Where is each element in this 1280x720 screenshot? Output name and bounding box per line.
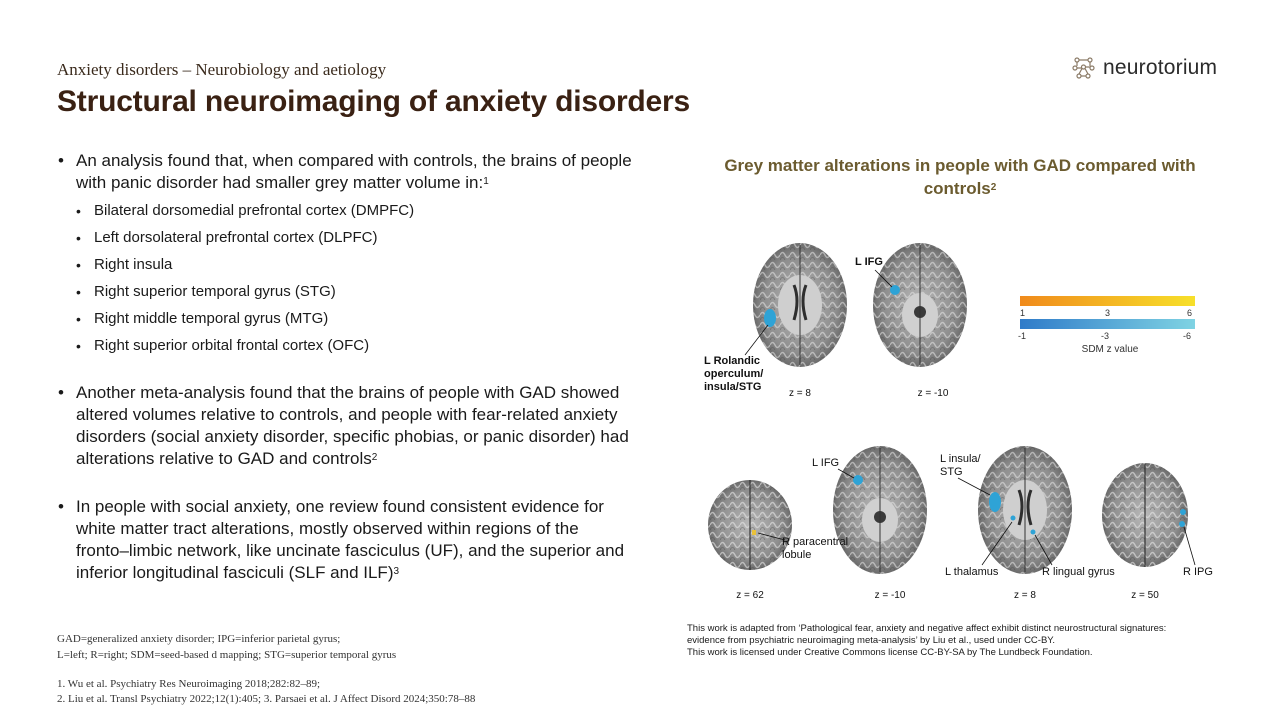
region-label: lobule bbox=[782, 549, 812, 561]
colorbar-tick: 3 bbox=[1105, 308, 1111, 318]
slice-label: z = -10 bbox=[874, 590, 906, 601]
region-label: STG bbox=[940, 466, 963, 478]
region-label: R paracentral bbox=[782, 536, 849, 548]
brain-slice-bottom-z50 bbox=[1102, 463, 1188, 567]
abbreviations bbox=[57, 631, 657, 663]
region-label: R IPG bbox=[1183, 566, 1213, 578]
bullet-text: Another meta-analysis found that the brains of people with GAD showed altered volumes relative to controls, and people with fear-related anxiety disorders (social anxiety disorder, specific phobias, or panic disorder) had alterations relative to GAD and controls bbox=[76, 383, 629, 468]
reference-line: 2. Liu et al. Transl Psychiatry 2022;12(1):405; 3. Parsaei et al. J Affect Disord 2024;350:78–88 bbox=[57, 693, 476, 705]
sub-bullet-item: • Right middle temporal gyrus (MTG) bbox=[57, 309, 632, 329]
colorbar-tick: 6 bbox=[1187, 308, 1193, 318]
sub-bullet-list bbox=[57, 201, 632, 356]
region-label: insula/STG bbox=[704, 381, 762, 393]
colorbar-tick: -6 bbox=[1183, 331, 1192, 341]
colorbar-tick: -1 bbox=[1018, 331, 1027, 341]
region-label: L IFG bbox=[812, 457, 840, 469]
bullet-list bbox=[57, 150, 632, 584]
bullet-text: In people with social anxiety, one review found consistent evidence for white matter tract alterations, mostly observed within regions of the fronto–limbic network, like uncinate fasciculus (UF), and the superior and inferior longitudinal fasciculi (SLF and ILF) bbox=[76, 497, 625, 582]
brain-network-icon bbox=[1071, 55, 1097, 81]
credit-line: This work is adapted from ‘Pathological fear, anxiety and negative affect exhibit distinct neurostructural signatures: bbox=[687, 623, 1167, 634]
citation-sup: 1 bbox=[483, 176, 489, 187]
abbreviation-line: GAD=generalized anxiety disorder; IPG=inferior parietal gyrus; bbox=[57, 633, 341, 645]
colorbar-negative bbox=[1020, 319, 1195, 329]
abbreviation-line: L=left; R=right; SDM=seed-based d mapping; STG=superior temporal gyrus bbox=[57, 649, 397, 661]
brain-slice-top-z8 bbox=[753, 243, 847, 367]
sub-bullet-item: • Right insula bbox=[57, 255, 632, 275]
citation-sup: 2 bbox=[371, 452, 378, 463]
colorbar-label: SDM z value bbox=[1081, 344, 1139, 355]
sub-bullet-item: • Bilateral dorsomedial prefrontal cortex (DMPFC) bbox=[57, 201, 632, 221]
colorbar-positive bbox=[1020, 296, 1195, 306]
bullet-social-anxiety bbox=[57, 496, 632, 584]
references bbox=[57, 677, 657, 707]
sub-bullet-item: • Left dorsolateral prefrontal cortex (DLPFC) bbox=[57, 228, 632, 248]
image-credit bbox=[687, 623, 1247, 659]
figure-title bbox=[720, 154, 1200, 200]
section-subtitle: Anxiety disorders – Neurobiology and aetiology bbox=[57, 60, 387, 79]
brain-slice-bottom-z-10 bbox=[833, 446, 927, 574]
slice-label: z = 50 bbox=[1131, 590, 1159, 601]
reference-line: 1. Wu et al. Psychiatry Res Neuroimaging 2018;282:82–89; bbox=[57, 678, 321, 690]
sub-bullet-item: • Right superior orbital frontal cortex (OFC) bbox=[57, 336, 632, 356]
slice-label: z = 8 bbox=[789, 388, 811, 399]
slice-label: z = 62 bbox=[736, 590, 764, 601]
brain-slice-top-z-10 bbox=[873, 243, 967, 367]
slice-label: z = 8 bbox=[1014, 590, 1036, 601]
credit-line: evidence from psychiatric neuroimaging meta-analysis’ by Liu et al., used under CC-BY. bbox=[687, 635, 1056, 646]
bullet-panic-disorder bbox=[57, 150, 632, 194]
figure-title-text: Grey matter alterations in people with GAD compared with controls bbox=[724, 156, 1196, 198]
credit-line: This work is licensed under Creative Commons license CC-BY-SA by The Lundbeck Foundation. bbox=[687, 647, 1093, 658]
page-title: Structural neuroimaging of anxiety disorders bbox=[57, 85, 690, 118]
brain-slice-bottom-z8 bbox=[978, 446, 1072, 574]
bullet-text: An analysis found that, when compared with controls, the brains of people with panic disorder had smaller grey matter volume in: bbox=[76, 151, 632, 192]
region-label: L IFG bbox=[855, 256, 883, 268]
colorbar-tick: -3 bbox=[1101, 331, 1110, 341]
logo bbox=[1071, 55, 1217, 81]
logo-text: neurotorium bbox=[1103, 56, 1218, 79]
region-label: L Rolandic bbox=[704, 355, 761, 367]
citation-sup: 2 bbox=[990, 182, 997, 193]
brain-slice-bottom-z62 bbox=[708, 480, 792, 570]
colorbar-tick: 1 bbox=[1020, 308, 1026, 318]
citation-sup: 3 bbox=[393, 566, 400, 577]
region-label: operculum/ bbox=[704, 368, 764, 380]
slice-label: z = -10 bbox=[917, 388, 949, 399]
region-label: L thalamus bbox=[945, 566, 999, 578]
bullet-gad-meta-analysis bbox=[57, 382, 632, 470]
brain-slices-figure bbox=[690, 240, 1230, 610]
sub-bullet-item: • Right superior temporal gyrus (STG) bbox=[57, 282, 632, 302]
region-label: L insula/ bbox=[940, 453, 981, 465]
region-label: R lingual gyrus bbox=[1042, 566, 1115, 578]
